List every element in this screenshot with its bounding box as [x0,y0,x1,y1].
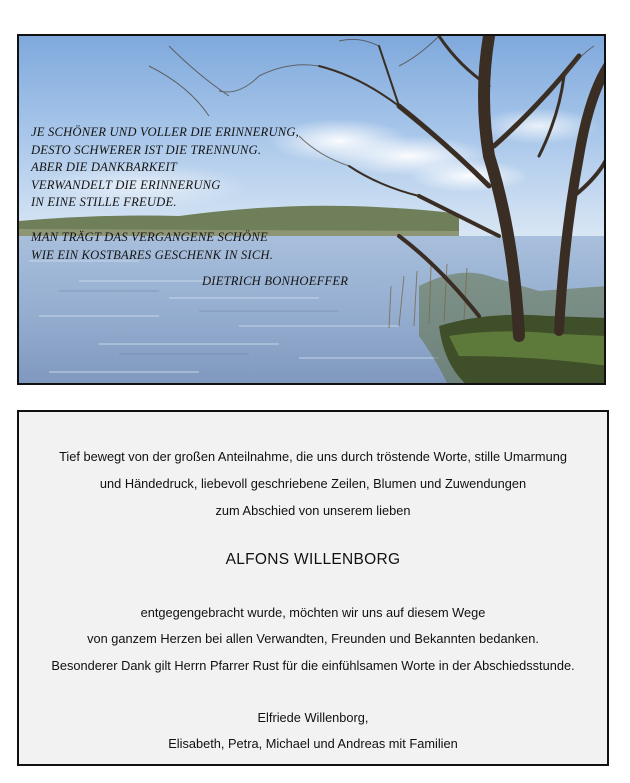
poem-line: ABER DIE DANKBARKEIT [31,160,178,175]
poem-author: DIETRICH BONHOEFFER [202,274,349,289]
signature-line: Elfriede Willenborg, [257,710,369,725]
poem-line: WIE EIN KOSTBARES GESCHENK IN SICH. [31,247,274,262]
poem-line: VERWANDELT DIE ERINNERUNG [31,177,221,192]
poem-line: IN EINE STILLE FREUDE. [31,195,177,210]
photo-card [17,34,606,385]
body-line: Besonderer Dank gilt Herrn Pfarrer Rust für die einfühlsamen Worte in der Abschiedsstunde. [51,658,575,673]
intro-line: Tief bewegt von der großen Anteilnahme, die uns durch tröstende Worte, stille Umarmung [59,449,567,464]
body-line: von ganzem Herzen bei allen Verwandten, Freunden und Bekannten bedanken. [87,631,539,646]
thank-you-card [17,410,609,766]
poem-block [31,124,348,291]
poem-line: JE SCHÖNER UND VOLLER DIE ERINNERUNG, [31,125,299,139]
intro-line: zum Abschied von unserem lieben [215,503,411,518]
intro-line: und Händedruck, liebevoll geschriebene Zeilen, Blumen und Zuwendungen [99,476,527,491]
deceased-name: ALFONS WILLENBORG [225,551,401,568]
poem-line: MAN TRÄGT DAS VERGANGENE SCHÖNE [31,229,268,244]
signature-line: Elisabeth, Petra, Michael und Andreas mit Familien [168,736,458,751]
poem-line: DESTO SCHWERER IST DIE TRENNUNG. [31,142,262,157]
body-line: entgegengebracht wurde, möchten wir uns auf diesem Wege [140,605,486,620]
